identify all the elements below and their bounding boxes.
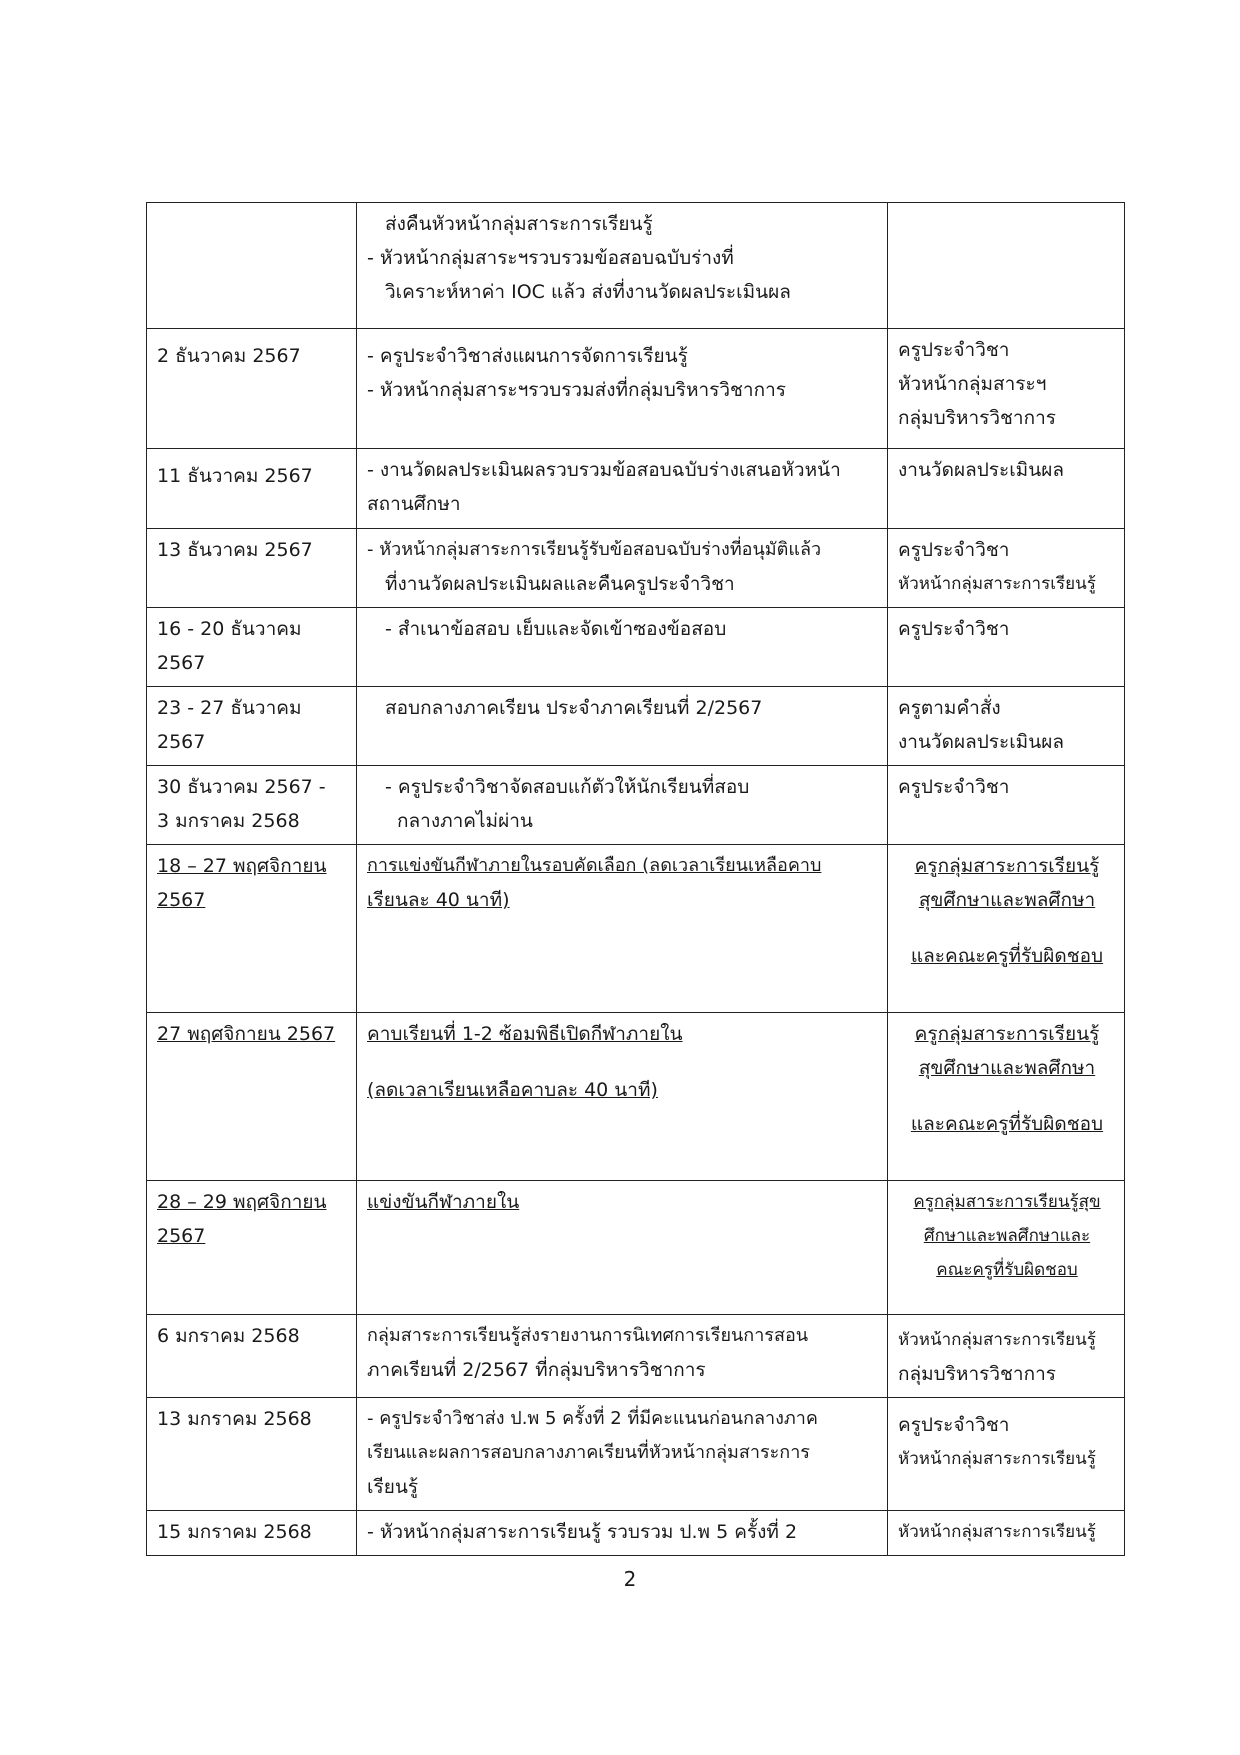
responsible-cell (888, 766, 1125, 845)
table-row (147, 766, 1125, 845)
activity-line: เรียนรู้ (367, 1476, 419, 1498)
date-line: 2567 (157, 1225, 206, 1247)
table-row (147, 203, 1125, 329)
activity-line: เรียนละ 40 นาที) (367, 889, 510, 911)
date-cell (147, 203, 357, 329)
table-row (147, 1181, 1125, 1315)
responsible-cell (888, 608, 1125, 687)
date-cell (147, 329, 357, 449)
table-row (147, 329, 1125, 449)
responsible-line: หัวหน้ากลุ่มสาระการเรียนรู้ (898, 1330, 1096, 1350)
responsible-line: งานวัดผลประเมินผล (898, 459, 1064, 481)
responsible-line: หัวหน้ากลุ่มสาระฯ (898, 373, 1047, 395)
responsible-line: สุขศึกษาและพลศึกษา (918, 1057, 1096, 1079)
activity-line: - ครูประจำวิชาส่งแผนการจัดการเรียนรู้ (367, 345, 688, 367)
activity-cell (357, 766, 888, 845)
activity-cell (357, 1398, 888, 1511)
date-cell (147, 845, 357, 1013)
activity-line: - ครูประจำวิชาจัดสอบแก้ตัวให้นักเรียนที่สอบ (385, 776, 750, 798)
table-row (147, 1511, 1125, 1556)
activity-line: วิเคราะห์หาค่า IOC แล้ว ส่งที่งานวัดผลประเมินผล (385, 281, 791, 303)
table-row (147, 845, 1125, 1013)
activity-cell (357, 529, 888, 608)
responsible-cell (888, 845, 1125, 1013)
date-cell (147, 1013, 357, 1181)
date-line: 2567 (157, 731, 206, 753)
date-cell (147, 687, 357, 766)
responsible-cell (888, 1398, 1125, 1511)
date-line: 30 ธันวาคม 2567 - (157, 776, 326, 798)
responsible-line: ครูประจำวิชา (898, 539, 1010, 561)
activity-line: (ลดเวลาเรียนเหลือคาบละ 40 นาที) (367, 1079, 658, 1101)
responsible-line: กลุ่มบริหารวิชาการ (898, 1363, 1056, 1385)
date-cell (147, 766, 357, 845)
date-cell (147, 1398, 357, 1511)
activity-line: ส่งคืนหัวหน้ากลุ่มสาระการเรียนรู้ (385, 213, 653, 235)
date-cell (147, 1181, 357, 1315)
date-line: 27 พฤศจิกายน 2567 (157, 1023, 336, 1045)
date-line: 13 ธันวาคม 2567 (157, 539, 313, 561)
table-row (147, 529, 1125, 608)
activity-line: คาบเรียนที่ 1-2 ซ้อมพิธีเปิดกีฬาภายใน (367, 1023, 683, 1045)
table-row (147, 449, 1125, 529)
schedule-table (146, 202, 1125, 1556)
activity-cell (357, 203, 888, 329)
table-row (147, 687, 1125, 766)
table-row (147, 1315, 1125, 1398)
date-cell (147, 608, 357, 687)
activity-cell (357, 1315, 888, 1398)
responsible-line: และคณะครูที่รับผิดชอบ (910, 945, 1104, 967)
date-cell (147, 449, 357, 529)
responsible-cell (888, 1315, 1125, 1398)
activity-line: - สำเนาข้อสอบ เย็บและจัดเข้าซองข้อสอบ (385, 618, 727, 640)
responsible-line: ครูประจำวิชา (898, 618, 1010, 640)
date-line: 23 - 27 ธันวาคม (157, 697, 302, 719)
responsible-line: กลุ่มบริหารวิชาการ (898, 407, 1056, 429)
activity-line: การแข่งขันกีฬาภายในรอบคัดเลือก (ลดเวลาเรียนเหลือคาบ (367, 855, 822, 876)
activity-line: - หัวหน้ากลุ่มสาระฯรวบรวมส่งที่กลุ่มบริหารวิชาการ (367, 379, 786, 401)
table-row (147, 608, 1125, 687)
activity-line: ภาคเรียนที่ 2/2567 ที่กลุ่มบริหารวิชาการ (367, 1359, 706, 1381)
responsible-line: ครูกลุ่มสาระการเรียนรู้ (914, 855, 1100, 877)
responsible-line: งานวัดผลประเมินผล (898, 731, 1064, 753)
responsible-line: ครูกลุ่มสาระการเรียนรู้ (914, 1023, 1100, 1045)
activity-cell (357, 1181, 888, 1315)
page-number: 2 (623, 1567, 637, 1591)
responsible-line: ครูประจำวิชา (898, 339, 1010, 361)
responsible-cell (888, 1013, 1125, 1181)
activity-line: กลุ่มสาระการเรียนรู้ส่งรายงานการนิเทศการเรียนการสอน (367, 1325, 809, 1346)
activity-line: เรียนและผลการสอบกลางภาคเรียนที่หัวหน้ากลุ่มสาระการ (367, 1442, 810, 1463)
responsible-line: หัวหน้ากลุ่มสาระการเรียนรู้ (898, 1449, 1096, 1469)
date-line: 11 ธันวาคม 2567 (157, 465, 313, 487)
responsible-line: ครูตามคำสั่ง (898, 697, 1001, 719)
date-line: 3 มกราคม 2568 (157, 810, 300, 832)
activity-cell (357, 687, 888, 766)
responsible-cell (888, 529, 1125, 608)
date-line: 28 – 29 พฤศจิกายน (157, 1191, 327, 1213)
table-row (147, 1398, 1125, 1511)
responsible-line: หัวหน้ากลุ่มสาระการเรียนรู้ (898, 1522, 1096, 1542)
responsible-line: สุขศึกษาและพลศึกษา (918, 889, 1096, 911)
responsible-line: ศึกษาและพลศึกษาและ (923, 1226, 1091, 1246)
date-line: 2 ธันวาคม 2567 (157, 345, 301, 367)
activity-cell (357, 845, 888, 1013)
date-line: 2567 (157, 889, 206, 911)
date-line: 13 มกราคม 2568 (157, 1408, 312, 1430)
responsible-line: ครูประจำวิชา (898, 776, 1010, 798)
activity-line: - หัวหน้ากลุ่มสาระการเรียนรู้ รวบรวม ป.พ 5 ครั้งที่ 2 (367, 1521, 798, 1543)
date-cell (147, 1511, 357, 1556)
date-cell (147, 1315, 357, 1398)
responsible-line: และคณะครูที่รับผิดชอบ (910, 1113, 1104, 1135)
activity-cell (357, 329, 888, 449)
activity-line: - หัวหน้ากลุ่มสาระฯรวบรวมข้อสอบฉบับร่างที่ (367, 247, 734, 269)
date-line: 16 - 20 ธันวาคม (157, 618, 302, 640)
activity-line: - ครูประจำวิชาส่ง ป.พ 5 ครั้งที่ 2 ที่มีคะแนนก่อนกลางภาค (367, 1408, 818, 1429)
responsible-cell (888, 203, 1125, 329)
activity-line: แข่งขันกีฬาภายใน (367, 1191, 520, 1213)
responsible-line: คณะครูที่รับผิดชอบ (936, 1260, 1078, 1280)
responsible-cell (888, 687, 1125, 766)
responsible-line: ครูกลุ่มสาระการเรียนรู้สุข (913, 1192, 1101, 1212)
activity-line: - หัวหน้ากลุ่มสาระการเรียนรู้รับข้อสอบฉบับร่างที่อนุมัติแล้ว (367, 539, 822, 560)
responsible-line: ครูประจำวิชา (898, 1414, 1010, 1436)
responsible-cell (888, 329, 1125, 449)
activity-line: ที่งานวัดผลประเมินผลและคืนครูประจำวิชา (385, 573, 735, 595)
date-line: 15 มกราคม 2568 (157, 1521, 312, 1543)
responsible-line: หัวหน้ากลุ่มสาระการเรียนรู้ (898, 574, 1096, 594)
responsible-cell (888, 449, 1125, 529)
activity-line: สอบกลางภาคเรียน ประจำภาคเรียนที่ 2/2567 (385, 697, 763, 719)
date-line: 2567 (157, 652, 206, 674)
responsible-cell (888, 1181, 1125, 1315)
date-line: 6 มกราคม 2568 (157, 1325, 300, 1347)
table-row (147, 1013, 1125, 1181)
responsible-cell (888, 1511, 1125, 1556)
activity-cell (357, 449, 888, 529)
activity-cell (357, 1013, 888, 1181)
activity-cell (357, 608, 888, 687)
activity-line: สถานศึกษา (367, 493, 461, 515)
activity-line: กลางภาคไม่ผ่าน (397, 810, 533, 832)
activity-cell (357, 1511, 888, 1556)
activity-line: - งานวัดผลประเมินผลรวบรวมข้อสอบฉบับร่างเสนอหัวหน้า (367, 459, 841, 481)
date-cell (147, 529, 357, 608)
date-line: 18 – 27 พฤศจิกายน (157, 855, 327, 877)
